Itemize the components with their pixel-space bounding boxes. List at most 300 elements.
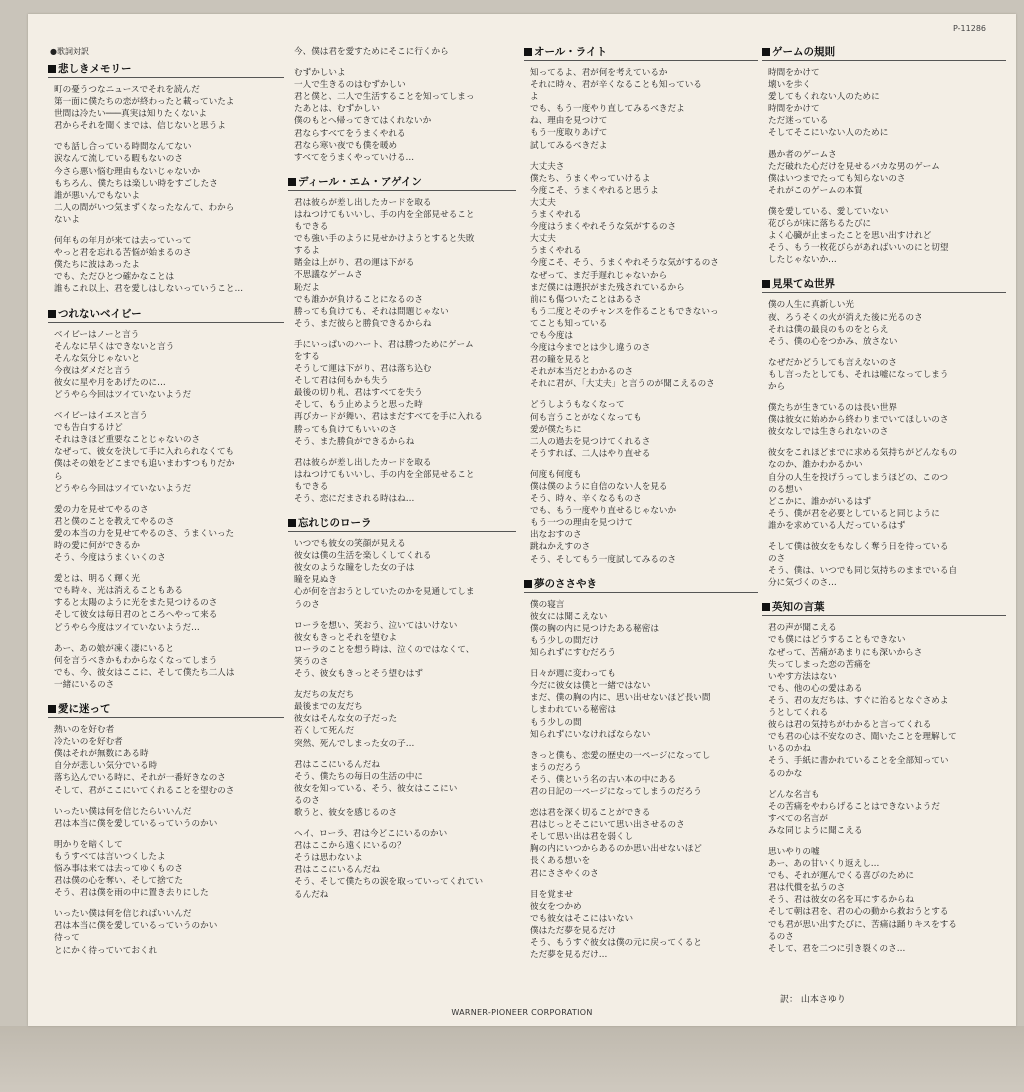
lyric-line: 僕を愛している、愛していない xyxy=(768,206,889,217)
lyric-line: 彼女もきっとそれを望むよ xyxy=(294,632,398,643)
lyric-line: ないよ xyxy=(54,214,80,225)
lyric-stanza xyxy=(294,457,516,505)
lyric-line: 手にいっぱいのハート、君は勝つためにゲーム xyxy=(294,339,474,350)
lyric-line: 自分の人生を投げうってしまうほどの、このつ xyxy=(768,472,949,483)
lyric-line: てことも知っている xyxy=(530,318,608,329)
song-title xyxy=(48,308,284,323)
lyric-line: そう、また勝負ができるからね xyxy=(294,436,415,447)
lyric-line: 君と僕と、二人で生活することを知ってしまっ xyxy=(294,92,475,103)
lyric-line: うとしてくれる xyxy=(768,708,829,719)
lyric-line: そしてそこにいない人のために xyxy=(768,128,889,139)
lyric-line: ただ夢を見るだけ… xyxy=(530,950,608,961)
lyric-line: そう、僕という名の古い本の中にある xyxy=(530,774,677,785)
lyric-line: 今度こそ、うまくやれると思うよ xyxy=(530,185,659,196)
song-list xyxy=(48,63,284,957)
lyric-line: 僕のもとへ帰ってきてはくれないか xyxy=(294,116,432,127)
lyric-line: したじゃないか… xyxy=(768,255,837,266)
lyric-stanza xyxy=(54,84,284,132)
lyric-line: 今さら悪い悩む理由もないじゃないか xyxy=(54,166,201,177)
song-title xyxy=(524,46,758,61)
lyric-line: いったい僕は何を信じればいいんだ xyxy=(54,909,192,920)
song-block xyxy=(48,63,284,296)
song-title xyxy=(288,517,516,532)
lyric-stanza xyxy=(294,46,516,58)
lyric-line: でも誰かが負けることになるのさ xyxy=(294,294,423,305)
lyric-line: そう、僕たちの毎日の生活の中に xyxy=(294,771,423,782)
lyric-line: まだ、僕の胸の内に、思い出せないほど長い間 xyxy=(530,693,711,704)
lyric-line: 今度こそ、そう、うまくやれそうな気がするのさ xyxy=(530,258,719,269)
lyric-line: はねつけてもいいし、手の内を全部見せること xyxy=(294,469,475,480)
column-1 xyxy=(48,46,284,969)
lyric-line: 分に気づくのさ… xyxy=(768,578,837,589)
lyric-line: まだ僕には選択がまた残されているから xyxy=(530,282,685,293)
lyric-line: そう、もうすぐ彼女は僕の元に戻ってくると xyxy=(530,938,702,948)
translator-credit: 訳： 山本さゆり xyxy=(780,995,846,1005)
lyric-line: いやす方法はない xyxy=(768,671,837,682)
lyric-line: 僕たちが生きているのは長い世界 xyxy=(768,403,897,414)
song-block xyxy=(288,46,516,164)
lyric-line: はねつけてもいいし、手の内を全部見せること xyxy=(294,209,475,220)
song-block xyxy=(288,517,516,901)
lyric-line: 跳ねかえすのさ xyxy=(530,542,591,553)
lyric-line: 前にも傷ついたことはあるさ xyxy=(530,294,642,305)
lyric-line: 誰もこれ以上、君を愛しはしないっていうこと… xyxy=(54,284,244,295)
song-title-text: オール・ライト xyxy=(534,46,607,58)
lyric-line: 賭金は上がり、君の運は下がる xyxy=(294,258,415,269)
lyric-line: そう、手紙に書かれていることを全部知ってい xyxy=(768,756,949,767)
lyric-line: るのかな xyxy=(768,768,803,779)
lyric-stanza xyxy=(54,806,284,830)
lyric-line: そう、僕は、いつでも同じ気持ちのままでいる自 xyxy=(768,566,958,577)
song-title-text: 忘れじのローラ xyxy=(298,517,372,530)
lyric-line: 君はじっとそこにいて思い出させるのさ xyxy=(530,820,685,831)
song-block xyxy=(762,278,1006,589)
lyric-line: 日々が週に変わっても xyxy=(530,669,616,680)
lyric-line: なぜって、まだ手遅れじゃないから xyxy=(530,270,668,281)
lyric-line: 大丈夫 xyxy=(530,234,556,245)
lyric-line: 彼らは君の気持ちがわかると言ってくれる xyxy=(768,720,932,731)
lyric-line: そう、今度はうまくいくのさ xyxy=(54,553,166,564)
lyric-line: ね、理由を見つけて xyxy=(530,116,608,127)
lyric-line: 第一面に僕たちの恋が終わったと載っていたよ xyxy=(54,97,235,108)
lyric-stanza xyxy=(294,828,516,901)
lyric-stanza xyxy=(530,807,758,880)
lyric-line: 君は彼らが差し出したカードを取る xyxy=(294,197,432,208)
lyric-line: そして朝は君を、君の心の動から救おうとする xyxy=(768,907,949,918)
song-title-text: 見果てぬ世界 xyxy=(772,278,835,291)
lyric-line: 壊いを歩く xyxy=(768,80,811,91)
lyric-line: うのさ xyxy=(294,599,320,610)
lyric-line: そう、僕が君を必要としていると同じように xyxy=(768,508,940,519)
lyric-line: 恥だよ xyxy=(294,282,320,293)
lyric-line: 大丈夫 xyxy=(530,197,556,208)
lyric-line: でも話し合っている時間なんてない xyxy=(54,142,192,153)
lyrics-sheet xyxy=(28,14,1016,1026)
song-title-text: 夢のささやき xyxy=(534,577,597,590)
square-bullet-icon xyxy=(762,280,770,288)
lyric-line: 君の日記の一ページになってしまうのだろう xyxy=(530,786,702,797)
lyric-line: 彼女のような瞳をした女の子は xyxy=(294,563,415,574)
lyric-line: そうは思わないよ xyxy=(294,853,363,864)
lyric-line: 知られずにすむだろう xyxy=(530,648,616,659)
lyric-line: ただ迷っている xyxy=(768,116,829,127)
column-4 xyxy=(762,46,1006,967)
lyric-line: もう一度取りあげて xyxy=(530,128,608,139)
lyric-line: そうして運は下がり、君は落ち込む xyxy=(294,364,432,375)
lyric-line: 今、僕は君を愛すためにそこに行くから xyxy=(294,47,449,57)
lyric-line: 君の声が聞こえる xyxy=(768,623,837,634)
lyric-stanza xyxy=(768,357,1006,393)
lyric-stanza xyxy=(294,538,516,611)
lyric-line: その苦痛をやわらげることはできないようだ xyxy=(768,801,940,812)
lyric-line: しまわれている秘密は xyxy=(530,705,616,716)
lyric-line: そして彼女は毎日君のところへやって来る xyxy=(54,610,218,621)
lyric-stanza xyxy=(54,724,284,797)
lyric-stanza xyxy=(768,541,1006,589)
lyric-line: なぜだかどうしても言えないのさ xyxy=(768,357,897,368)
lyric-stanza xyxy=(54,573,284,633)
lyric-stanza xyxy=(768,789,1006,837)
lyric-line: 自分が悲しい気分でいる時 xyxy=(54,761,158,772)
lyric-stanza xyxy=(530,469,758,566)
scan-background xyxy=(0,1026,1024,1092)
lyric-line: そして、君がここにいてくれることを望むのさ xyxy=(54,785,235,796)
square-bullet-icon xyxy=(48,65,56,73)
lyric-line: でも強い手のように見せかけようとすると失敗 xyxy=(294,234,475,245)
lyric-line: 二人の間がいつ気まずくなったなんて、わから xyxy=(54,202,235,213)
song-list xyxy=(524,46,758,961)
lyric-line: でも、それが運んでくる喜びのために xyxy=(768,871,915,882)
square-bullet-icon xyxy=(48,310,56,318)
lyric-line: 僕たちに波はあったよ xyxy=(54,260,140,271)
lyric-line: 目を覚ませ xyxy=(530,889,573,900)
lyric-stanza xyxy=(54,329,284,402)
lyric-line: そう、君は彼女の名を耳にするからね xyxy=(768,895,915,906)
lyric-line: 君は代償を払うのさ xyxy=(768,883,846,894)
lyric-line: でも、今、彼女はここに、そして僕たち二人は xyxy=(54,667,235,678)
catalog-number: P-11286 xyxy=(953,24,986,33)
lyric-line: 一人で生きるのはむずかしい xyxy=(294,80,406,91)
lyric-line: ヘイ、ローラ、君は今どこにいるのかい xyxy=(294,829,448,840)
lyric-line: うまくやれる xyxy=(530,246,582,257)
lyric-stanza xyxy=(768,206,1006,266)
lyric-line: 勝っても負けてもいいのさ xyxy=(294,424,398,435)
song-title-text: 悲しきメモリー xyxy=(58,63,132,75)
lyric-line: 熱いのを好む者 xyxy=(54,725,115,736)
square-bullet-icon xyxy=(48,705,56,713)
lyric-line: それが本当だとわかるのさ xyxy=(530,367,634,378)
lyric-line: 若くして死んだ xyxy=(294,726,355,737)
lyric-line: 知られずにいなければならない xyxy=(530,729,651,740)
lyric-line: もう二度とそのチャンスを作ることもできないっ xyxy=(530,306,719,317)
lyric-line: 彼女に星や月をあげたのに… xyxy=(54,377,166,388)
lyric-line: 恋は君を深く切ることができる xyxy=(530,808,651,819)
lyric-line: ら xyxy=(54,471,63,482)
lyric-line: 君ならすべてをうまくやれる xyxy=(294,128,406,139)
lyric-stanza xyxy=(768,846,1006,955)
lyric-line: 彼女には聞こえない xyxy=(530,611,608,622)
lyric-stanza xyxy=(768,402,1006,438)
lyric-line: でも僕にはどうすることもできない xyxy=(768,635,906,646)
lyric-line: いったい僕は何を信じたらいいんだ xyxy=(54,806,192,817)
lyric-line: ローラのことを想う時は、泣くのではなくて、 xyxy=(294,644,475,655)
lyric-line: 今度はうまくやれそうな気がするのさ xyxy=(530,222,677,233)
lyric-line: どうやら今回はツイていないようだ xyxy=(54,483,192,494)
lyric-line: 今だに彼女は僕と一緒ではない xyxy=(530,681,651,692)
lyric-line: そう、そして僕たちの涙を取っていってくれてい xyxy=(294,877,484,888)
lyric-line: 時間をかけて xyxy=(768,104,820,115)
lyric-line: 再びカードが舞い、君はまだすべてを手に入れる xyxy=(294,412,483,423)
lyric-line: 愛の本当の力を見せてやるのさ、うまくいった xyxy=(54,528,235,539)
song-title-text: 英知の言葉 xyxy=(772,601,825,614)
lyric-line: でも、もう一度やり直してみるべきだよ xyxy=(530,104,685,115)
lyric-line: 愛してもくれない人のために xyxy=(768,92,880,103)
lyric-line: 今度は今までとは少し違うのさ xyxy=(530,343,651,354)
lyric-line: 何度も何度も xyxy=(530,469,582,480)
lyric-line: ローラを想い、笑おう、泣いてはいけない xyxy=(294,620,458,631)
song-block xyxy=(48,308,284,692)
lyric-line: そう、僕の心をつかみ、放さない xyxy=(768,336,898,347)
lyric-line: そうすれば、二人はやり直せる xyxy=(530,448,651,459)
song-list xyxy=(288,46,516,901)
lyric-stanza xyxy=(530,750,758,798)
lyric-line: 君はここから遠くにいるの？ xyxy=(294,841,406,852)
lyric-line: でも彼女はそこにはいない xyxy=(530,913,634,924)
lyric-line: そして君は何もかも失う xyxy=(294,376,389,387)
lyric-line: 誰かを求めている人だっているはず xyxy=(768,520,906,531)
lyric-line: 二人の過去を見つけてくれるさ xyxy=(530,436,651,447)
lyric-line: 彼女をこれほどまでに求める気持ちがどんなもの xyxy=(768,448,958,459)
lyric-line: よく心臓が止まったことを思い出すけれど xyxy=(768,231,932,242)
lyric-line: 長くある想いを xyxy=(530,856,591,867)
section-subtitle: ●歌詞対訳 xyxy=(50,47,89,56)
lyric-line: 今夜はダメだと言う xyxy=(54,365,132,376)
lyric-line: でも君の心は不安なのさ、聞いたことを理解して xyxy=(768,732,957,743)
lyric-line: そう、君は僕を雨の中に置き去りにした xyxy=(54,888,209,899)
song-title xyxy=(762,46,1006,61)
lyric-stanza xyxy=(530,889,758,962)
lyric-stanza xyxy=(530,399,758,459)
lyric-line: よ xyxy=(530,92,539,103)
song-block xyxy=(762,46,1006,266)
lyric-line: もし言ったとしても、それは嘘になってしまう xyxy=(768,369,949,380)
lyric-stanza xyxy=(768,447,1006,532)
lyric-line: 時間をかけて xyxy=(768,68,820,78)
publisher-credit: WARNER-PIONEER CORPORATION xyxy=(451,1008,593,1017)
song-block xyxy=(524,578,758,962)
lyric-line: 君の瞳を見ると xyxy=(530,355,591,366)
lyric-line: ただ破れた心だけを見せるバカな男のゲーム xyxy=(768,161,940,172)
lyric-line: いるのかね xyxy=(768,744,811,755)
lyric-line: 勝っても負けても、それは問題じゃない xyxy=(294,306,449,317)
lyric-line: 一緒にいるのさ xyxy=(54,679,115,690)
lyric-line: 君は本当に僕を愛しているっていうのかい xyxy=(54,921,218,932)
square-bullet-icon xyxy=(762,48,770,56)
lyric-line: 僕はいつまでたっても知らないのさ xyxy=(768,173,906,184)
lyric-line: 花びらが床に落ちるたびに xyxy=(768,219,872,230)
lyric-line: 君は本当に僕を愛しているっていうのかい xyxy=(54,818,218,829)
lyric-line: 君は僕の心を奪い、そして捨てた xyxy=(54,876,183,887)
lyric-line: 夜、ろうそくの火が消えた後に光るのさ xyxy=(768,312,923,323)
lyric-line: 何年もの年月が来ては去っていって xyxy=(54,236,192,247)
lyric-line: なぜって、彼女を決して手に入れられなくても xyxy=(54,447,235,458)
lyric-line: でも今度は xyxy=(530,330,573,341)
lyric-line: そして、もう止めようと思った時 xyxy=(294,400,423,411)
lyric-line: それに時々、君が辛くなることも知っている xyxy=(530,80,702,91)
lyric-line: 何を言うべきかもわからなくなってしまう xyxy=(54,655,218,666)
lyric-line: あー、あの娘が凍く凄にいると xyxy=(54,643,174,654)
lyric-line: それは僕の最良のものをとらえ xyxy=(768,324,889,335)
lyric-line: もちろん、僕たちは楽しい時をすごしたさ xyxy=(54,178,218,189)
lyric-line: 彼女を知っている、そう、彼女はここにい xyxy=(294,783,458,794)
lyric-stanza xyxy=(768,67,1006,140)
lyric-stanza xyxy=(294,759,516,819)
lyric-line: 君なら寒い夜でも僕を暖め xyxy=(294,140,398,151)
lyric-stanza xyxy=(294,620,516,680)
lyric-line: 僕はその娘をどこまでも追いまわすつもりだか xyxy=(54,459,235,470)
lyric-line: 僕はただ夢を見るだけ xyxy=(530,925,616,936)
lyric-line: それに君が、「大丈夫」と言うのが聞こえるのさ xyxy=(530,379,715,390)
lyric-line: 落ち込んでいる時に、それが一番好きなのさ xyxy=(54,773,226,784)
lyric-line: きっと僕も、恋愛の歴史の一ページになってし xyxy=(530,750,711,761)
lyric-line: 世間は冷たい───真実は知りたくないよ xyxy=(54,109,208,120)
song-title xyxy=(762,601,1006,616)
lyric-line: すべてをうまくやっていける… xyxy=(294,152,415,163)
lyric-line: 君からそれを聞くまでは、信じないと思うよ xyxy=(54,121,226,132)
lyric-line: 大丈夫さ xyxy=(530,161,565,172)
lyric-line: でも君が思い出すたびに、苦痛は踊りキスをする xyxy=(768,919,957,930)
lyric-line: 愛が僕たちに xyxy=(530,424,582,435)
lyric-line: もう一つの理由を見つけて xyxy=(530,518,634,529)
lyric-line: 僕は彼女に始めから終わりまでいてほしいのさ xyxy=(768,415,949,426)
lyric-line: 待って xyxy=(54,933,80,944)
lyric-line: 時の愛に何ができるか xyxy=(54,541,140,551)
lyric-stanza xyxy=(294,689,516,749)
lyric-line: みな同じように聞こえる xyxy=(768,825,863,836)
lyric-line: それがこのゲームの本質 xyxy=(768,185,863,196)
lyric-line: 最後までの友だち xyxy=(294,702,363,713)
square-bullet-icon xyxy=(762,603,770,611)
lyric-stanza xyxy=(54,643,284,691)
lyric-line: すると太陽のように光をまた見つけるのさ xyxy=(54,598,218,609)
lyric-line: 笑うのさ xyxy=(294,656,329,667)
lyric-line: でも告白するけど xyxy=(54,423,123,434)
lyric-line: るのさ xyxy=(294,795,320,806)
lyric-line: のさ xyxy=(768,554,786,565)
song-title-text: ディール・エム・アゲイン xyxy=(298,175,422,188)
lyric-line: 君にささやくのさ xyxy=(530,868,599,879)
lyric-line: 悩み事は来ては去ってゆくものさ xyxy=(54,863,183,874)
lyric-line: 僕の胸の内に見つけたある秘密は xyxy=(530,623,659,634)
square-bullet-icon xyxy=(524,48,532,56)
lyric-line: そして、君を二つに引き裂くのさ… xyxy=(768,943,906,954)
lyric-line: もう少しの間だけ xyxy=(530,635,599,646)
lyric-line: るのさ xyxy=(768,931,794,942)
lyric-line: そんな気分じゃないと xyxy=(54,353,140,364)
lyric-line: それはきほど重要なことじゃないのさ xyxy=(54,435,201,446)
lyric-line: 僕たち、うまくやっていけるよ xyxy=(530,173,651,184)
lyric-line: 彼女をつかめ xyxy=(530,901,582,912)
lyric-line: 明かりを暗くして xyxy=(54,839,123,850)
lyric-line: そして僕は彼女をもなしく奪う日を待っている xyxy=(768,542,949,552)
lyric-line: 君は彼らが差し出したカードを取る xyxy=(294,457,432,468)
lyric-line: でも、もう一度やり直せるじゃないか xyxy=(530,506,677,517)
lyric-line: るんだね xyxy=(294,889,329,900)
lyric-line: 愚か者のゲームさ xyxy=(768,149,837,160)
lyric-line: 君はここにいるんだね xyxy=(294,759,380,770)
lyric-line: そう、そしてもう一度試してみるのさ xyxy=(530,554,677,565)
lyric-line: そんなに早くはできないと言う xyxy=(54,341,175,352)
lyric-line: 胸の内にいつからあるのか思い出せないほど xyxy=(530,844,702,855)
lyric-stanza xyxy=(530,599,758,659)
lyric-line: をする xyxy=(294,351,320,362)
lyric-line: なぜって、苦痛があまりにも深いからさ xyxy=(768,647,923,658)
lyric-line: 愛とは、明るく輝く光 xyxy=(54,574,140,585)
lyric-line: そして思い出は君を弱くし xyxy=(530,832,634,843)
song-title-text: ゲームの規則 xyxy=(772,46,835,58)
lyric-stanza xyxy=(54,504,284,564)
lyric-line: 知ってるよ、君が何を考えているか xyxy=(530,68,668,78)
column-2 xyxy=(288,46,516,913)
song-title xyxy=(524,578,758,593)
lyric-stanza xyxy=(530,161,758,391)
lyric-line: するよ xyxy=(294,246,320,257)
square-bullet-icon xyxy=(524,580,532,588)
lyric-line: そう、もう一枚花びらがあればいいのにと切望 xyxy=(768,243,949,254)
lyric-line: もうすべては言いつくしたよ xyxy=(54,851,166,862)
lyric-stanza xyxy=(54,410,284,495)
lyric-line: 彼女はそんな女の子だった xyxy=(294,714,398,725)
lyric-line: 誰が悪いんでもないよ xyxy=(54,190,140,201)
lyric-line: 町の憂うつなニュースでそれを読んだ xyxy=(54,85,200,95)
lyric-line: 最後の切り札、君はすべてを失う xyxy=(294,388,423,399)
lyric-line: 涙なんて流している暇もないのさ xyxy=(54,154,183,165)
lyric-line: 友だちの友だち xyxy=(294,690,355,701)
lyric-line: あー、あの甘いくり返えし… xyxy=(768,859,880,870)
lyric-line: まうのだろう xyxy=(530,762,582,773)
lyric-line: そう、時々、辛くなるものさ xyxy=(530,494,642,505)
lyric-stanza xyxy=(768,622,1006,779)
lyric-stanza xyxy=(294,197,516,330)
column-3 xyxy=(524,46,758,973)
lyric-line: 心が何を言おうとしていたのかを見通してしま xyxy=(294,587,475,598)
square-bullet-icon xyxy=(288,519,296,527)
lyric-line: 瞳を見ぬき xyxy=(294,575,337,586)
lyric-line: 愛の力を見せてやるのさ xyxy=(54,504,149,515)
song-title xyxy=(48,703,284,718)
lyric-line: 出なおすのさ xyxy=(530,530,582,541)
lyric-stanza xyxy=(768,299,1006,347)
square-bullet-icon xyxy=(288,178,296,186)
lyric-line: たあとは、むずかしい xyxy=(294,104,380,115)
lyric-line: もできる xyxy=(294,222,329,233)
lyric-line: そう、君の友だちは、すぐに治るとなぐさめよ xyxy=(768,695,949,706)
lyric-stanza xyxy=(530,67,758,152)
lyric-line: 失ってしまった恋の苦痛を xyxy=(768,659,872,670)
lyric-line: もう少しの間 xyxy=(530,717,582,728)
lyric-line: 試してみるべきだよ xyxy=(530,140,608,151)
song-title-text: 愛に迷って xyxy=(58,703,111,716)
song-block xyxy=(288,176,516,505)
lyric-line: ベイビーはノーと言う xyxy=(54,329,140,340)
lyric-line: 歌うと、彼女を感じるのさ xyxy=(294,807,398,818)
song-title xyxy=(288,176,516,191)
lyric-line: どうしようもなくなって xyxy=(530,400,625,411)
lyric-stanza xyxy=(54,141,284,226)
lyric-stanza xyxy=(768,149,1006,197)
lyric-line: 僕は僕のように自信のない人を見る xyxy=(530,482,668,492)
lyric-line: 君と僕のことを教えてやるのさ xyxy=(54,516,175,527)
